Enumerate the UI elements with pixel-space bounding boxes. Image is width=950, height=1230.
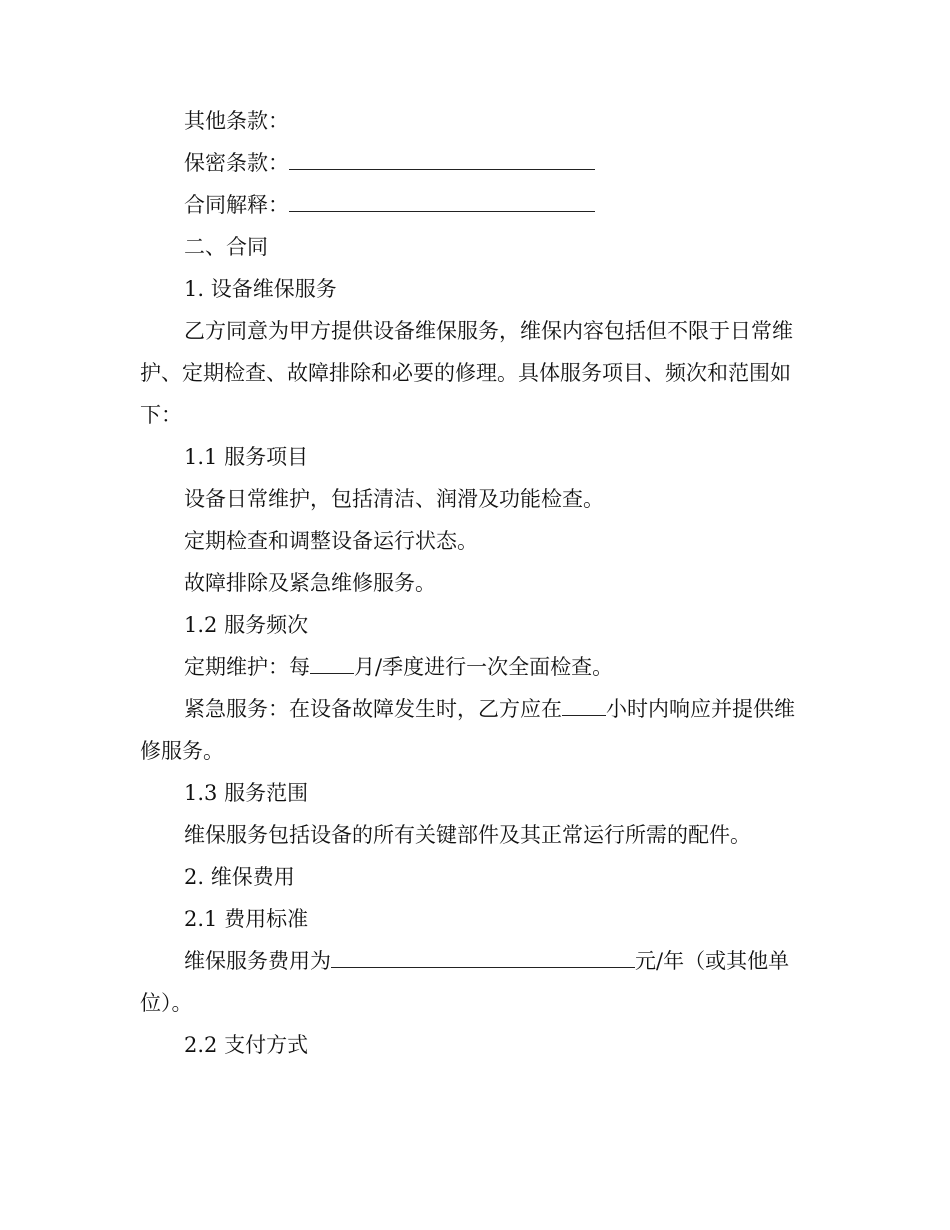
- service-item-2: 定期检查和调整设备运行状态。: [184, 529, 478, 553]
- frequency-blank[interactable]: [310, 651, 354, 674]
- emergency-line: 紧急服务：在设备故障发生时，乙方应在 小时内响应并提供维修服务。: [140, 688, 810, 772]
- interpretation-line: 合同解释：: [140, 184, 810, 226]
- interpretation-blank[interactable]: [289, 189, 595, 212]
- document-page: [140, 100, 810, 1066]
- section-1-heading: 1. 设备维保服务: [184, 277, 337, 301]
- frequency-line: 定期维护：每 月/季度进行一次全面检查。: [140, 646, 810, 688]
- section-2-1-heading: 2.1 费用标准: [184, 907, 309, 931]
- section-1-body: 乙方同意为甲方提供设备维保服务，维保内容包括但不限于日常维护、定期检查、故障排除和必要的修理。具体服务项目、频次和范围如下：: [140, 319, 793, 427]
- service-item-1: 设备日常维护，包括清洁、润滑及功能检查。: [184, 487, 604, 511]
- section-1-3-heading: 1.3 服务范围: [184, 781, 309, 805]
- section-1-1-heading: 1.1 服务项目: [184, 445, 309, 469]
- confidentiality-line: 保密条款：: [140, 142, 810, 184]
- section-2-heading: 二、合同: [184, 235, 268, 259]
- fee-amount-blank[interactable]: [331, 945, 635, 968]
- section-2-2-heading: 2.2 支付方式: [184, 1033, 309, 1057]
- service-item-3: 故障排除及紧急维修服务。: [184, 571, 436, 595]
- emergency-hours-blank[interactable]: [562, 693, 606, 716]
- other-terms-heading: 其他条款：: [184, 109, 289, 133]
- section-2-fee-heading: 2. 维保费用: [184, 865, 295, 889]
- confidentiality-blank[interactable]: [289, 147, 595, 170]
- fee-line: 维保服务费用为 元/年（或其他单位）。: [140, 940, 810, 1024]
- scope-text: 维保服务包括设备的所有关键部件及其正常运行所需的配件。: [184, 823, 751, 847]
- section-1-2-heading: 1.2 服务频次: [184, 613, 309, 637]
